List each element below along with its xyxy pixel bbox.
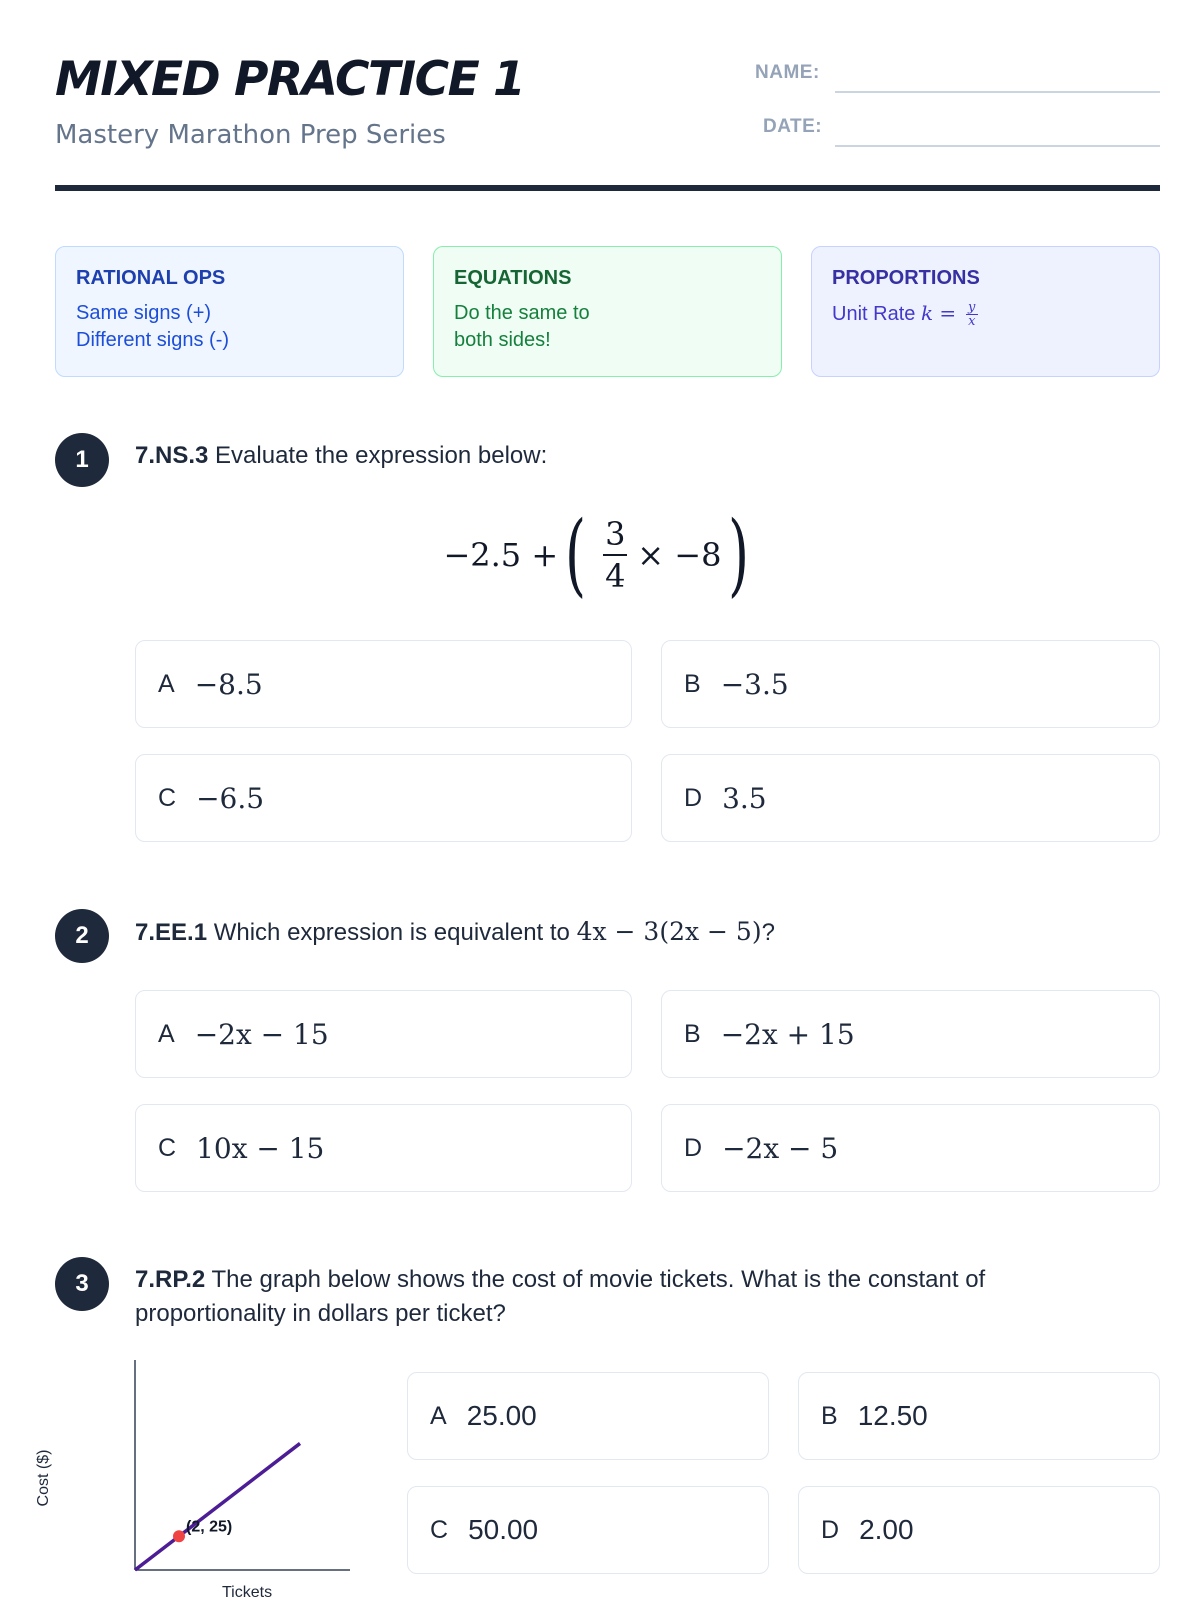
date-field[interactable] xyxy=(835,145,1160,147)
hint-title: RATIONAL OPS xyxy=(76,267,226,289)
q2-choice-d[interactable] xyxy=(661,1104,1160,1192)
choice-value: −3.5 xyxy=(720,667,789,701)
q1-choice-d[interactable] xyxy=(661,754,1160,842)
name-label: NAME: xyxy=(755,62,820,83)
question-prompt xyxy=(135,439,547,473)
choice-letter: D xyxy=(821,1515,840,1544)
hint-line: Unit Rate xyxy=(832,303,916,325)
x-axis-label: Tickets xyxy=(222,1584,273,1600)
header-divider xyxy=(55,185,1160,191)
choice-value: −2x + 15 xyxy=(720,1017,855,1051)
question-number-badge: 2 xyxy=(55,909,109,963)
point-label: (2, 25) xyxy=(186,1518,233,1536)
choice-letter: B xyxy=(684,669,701,698)
right-paren: ) xyxy=(728,502,750,607)
choice-value: 3.5 xyxy=(722,781,767,815)
choice-value: −8.5 xyxy=(194,667,263,701)
choice-letter: B xyxy=(684,1019,701,1048)
choice-value: −6.5 xyxy=(196,781,265,815)
standard-code: 7.EE.1 xyxy=(135,919,208,946)
choice-value: 50.00 xyxy=(468,1514,539,1545)
expression-left: −2.5 + xyxy=(443,536,559,574)
fraction-numerator: 3 xyxy=(605,515,626,553)
q3-choice-a[interactable] xyxy=(407,1372,769,1460)
choice-letter: A xyxy=(430,1401,447,1430)
cost-line xyxy=(135,1443,300,1570)
fraction-denominator: 4 xyxy=(605,557,626,595)
prompt-text: Evaluate the expression below: xyxy=(215,442,548,469)
q2-choice-a[interactable] xyxy=(135,990,632,1078)
q1-expression xyxy=(0,502,1200,607)
choice-value: −2x − 5 xyxy=(722,1131,839,1165)
name-field[interactable] xyxy=(835,91,1160,93)
highlighted-point xyxy=(173,1530,185,1542)
choice-letter: A xyxy=(158,1019,175,1048)
choice-value: 12.50 xyxy=(857,1400,928,1431)
hint-line: Same signs (+) xyxy=(76,302,212,324)
q1-choice-b[interactable] xyxy=(661,640,1160,728)
hint-title: PROPORTIONS xyxy=(832,267,980,289)
expression: 4x − 3(2x − 5) xyxy=(576,917,762,946)
q1-choice-c[interactable] xyxy=(135,754,632,842)
expression-right: × −8 xyxy=(637,536,722,574)
fraction-numerator: y xyxy=(968,300,976,316)
hint-card-equations xyxy=(433,246,782,377)
q3-choice-b[interactable] xyxy=(798,1372,1160,1460)
question-prompt xyxy=(135,915,775,950)
prompt-end: ? xyxy=(761,919,775,946)
worksheet-title: MIXED PRACTICE 1 xyxy=(55,52,525,107)
date-label: DATE: xyxy=(763,116,823,137)
q3-choice-c[interactable] xyxy=(407,1486,769,1574)
hint-card-rational-ops xyxy=(55,246,404,377)
question-number-badge: 1 xyxy=(55,433,109,487)
worksheet-subtitle: Mastery Marathon Prep Series xyxy=(55,120,446,150)
choice-value: 2.00 xyxy=(859,1514,914,1545)
choice-letter: B xyxy=(821,1401,838,1430)
hint-line: Different signs (-) xyxy=(76,329,230,351)
hint-line: both sides! xyxy=(454,329,551,351)
hint-line: Do the same to xyxy=(454,302,590,324)
q2-choice-c[interactable] xyxy=(135,1104,632,1192)
choice-letter: D xyxy=(684,1133,703,1162)
unit-rate-formula xyxy=(832,300,1139,328)
y-over-x-fraction xyxy=(966,301,978,328)
standard-code: 7.RP.2 xyxy=(135,1266,206,1293)
fraction-denominator: x xyxy=(968,314,976,330)
prompt-text: The graph below shows the cost of movie tickets. What is the constant of proportionality in dollars per ticket? xyxy=(135,1266,986,1327)
choice-letter: C xyxy=(158,1133,177,1162)
prompt-text: Which expression is equivalent to xyxy=(213,919,570,946)
choice-value: 25.00 xyxy=(466,1400,537,1431)
choice-value: 10x − 15 xyxy=(196,1131,325,1165)
q2-choice-b[interactable] xyxy=(661,990,1160,1078)
question-number-badge: 3 xyxy=(55,1257,109,1311)
q1-choice-a[interactable] xyxy=(135,640,632,728)
standard-code: 7.NS.3 xyxy=(135,442,209,469)
y-axis-label: Cost ($) xyxy=(35,1449,52,1507)
fraction xyxy=(603,514,627,596)
choice-letter: A xyxy=(158,669,175,698)
choice-letter: C xyxy=(158,783,177,812)
question-prompt xyxy=(135,1263,1065,1331)
choice-letter: D xyxy=(684,783,703,812)
q3-choice-d[interactable] xyxy=(798,1486,1160,1574)
k-equals: k = xyxy=(920,301,957,325)
hint-title: EQUATIONS xyxy=(454,267,572,289)
hint-card-proportions xyxy=(811,246,1160,377)
left-paren: ( xyxy=(565,502,587,607)
choice-value: −2x − 15 xyxy=(194,1017,329,1051)
cost-graph xyxy=(30,1360,360,1600)
choice-letter: C xyxy=(430,1515,449,1544)
